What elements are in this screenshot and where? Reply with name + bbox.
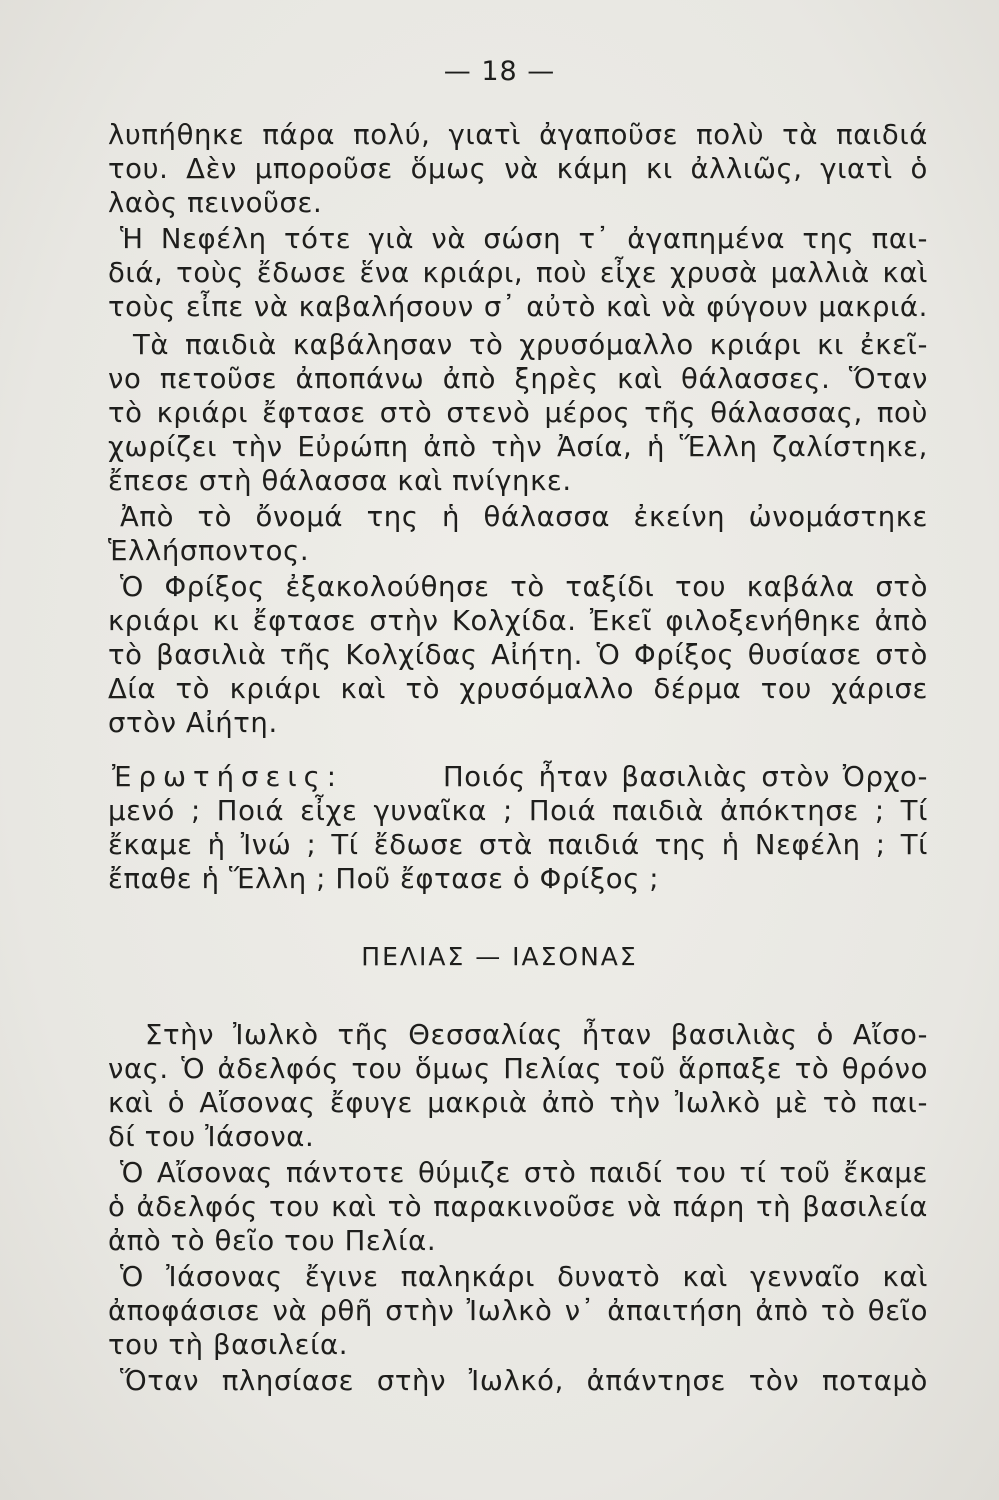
text-line: ἀποφάσισε νὰ ρθῆ στὴν Ἰωλκὸ ν᾽ ἀπαιτήση ἀπὸ τὸ θεῖο bbox=[108, 1295, 928, 1327]
questions-label: Ἐρωτήσεις: bbox=[112, 761, 344, 793]
text-line: λαὸς πεινοῦσε. bbox=[108, 187, 323, 219]
text-line: δί του Ἰάσονα. bbox=[108, 1121, 315, 1153]
question-line: ἔκαμε ἡ Ἰνώ ; Τί ἔδωσε στὰ παιδιά της ἡ Νεφέλη ; Τί bbox=[108, 829, 928, 861]
question-line: μενό ; Ποιά εἶχε γυναῖκα ; Ποιά παιδιὰ ἀπόκτησε ; Τί bbox=[108, 795, 928, 827]
text-line: τὸ βασιλιὰ τῆς Κολχίδας Αἰήτη. Ὁ Φρίξος θυσίασε στὸ bbox=[108, 639, 928, 671]
text-line: τὸ κριάρι ἔφτασε στὸ στενὸ μέρος τῆς θάλασσας, ποὺ bbox=[108, 397, 928, 429]
question-line: Ποιός ἦταν βασιλιὰς στὸν Ὀρχο- bbox=[443, 761, 928, 793]
text-line: Ἀπὸ τὸ ὄνομά της ἡ θάλασσα ἐκείνη ὠνομάστηκε bbox=[120, 501, 928, 533]
text-line: Ἡ Νεφέλη τότε γιὰ νὰ σώση τ᾽ ἀγαπημένα της παι- bbox=[120, 223, 928, 255]
text-line: καὶ ὁ Αἴσονας ἔφυγε μακριὰ ἀπὸ τὴν Ἰωλκὸ μὲ τὸ παι- bbox=[108, 1087, 928, 1119]
text-line: Ὁ Φρίξος ἐξακολούθησε τὸ ταξίδι του καβάλα στὸ bbox=[120, 571, 928, 603]
text-line: τοὺς εἶπε νὰ καβαλήσουν σ᾽ αὐτὸ καὶ νὰ φύγουν μακριά. bbox=[108, 291, 928, 323]
text-line: ἀπὸ τὸ θεῖο του Πελία. bbox=[108, 1225, 437, 1257]
text-line: στὸν Αἰήτη. bbox=[108, 707, 278, 739]
text-line: Στὴν Ἰωλκὸ τῆς Θεσσαλίας ἦταν βασιλιὰς ὁ Αἴσο- bbox=[145, 1019, 928, 1051]
text-line: Δία τὸ κριάρι καὶ τὸ χρυσόμαλλο δέρμα του χάρισε bbox=[108, 673, 928, 705]
text-line: Ὁ Αἴσονας πάντοτε θύμιζε στὸ παιδί του τί τοῦ ἔκαμε bbox=[120, 1157, 928, 1189]
text-line: Τὰ παιδιὰ καβάλησαν τὸ χρυσόμαλλο κριάρι κι ἐκεῖ- bbox=[133, 329, 928, 361]
text-line: χωρίζει τὴν Εὐρώπη ἀπὸ τὴν Ἀσία, ἡ Ἕλλη ζαλίστηκε, bbox=[108, 431, 928, 463]
text-line: του. Δὲν μποροῦσε ὅμως νὰ κάμη κι ἀλλιῶς, γιατὶ ὁ bbox=[108, 153, 928, 185]
text-line: κριάρι κι ἔφτασε στὴν Κολχίδα. Ἐκεῖ φιλοξενήθηκε ἀπὸ bbox=[108, 605, 928, 637]
text-line: διά, τοὺς ἔδωσε ἕνα κριάρι, ποὺ εἶχε χρυσὰ μαλλιὰ καὶ bbox=[108, 257, 928, 289]
text-line: Ὁ Ἰάσονας ἔγινε παληκάρι δυνατὸ καὶ γενναῖο καὶ bbox=[120, 1261, 928, 1293]
text-line: νας. Ὁ ἀδελφός του ὅμως Πελίας τοῦ ἅρπαξε τὸ θρόνο bbox=[108, 1053, 928, 1085]
text-line: Ὅταν πλησίασε στὴν Ἰωλκό, ἀπάντησε τὸν ποταμὸ bbox=[120, 1365, 928, 1397]
text-line: Ἑλλήσποντος. bbox=[108, 535, 310, 567]
text-line: ἔπεσε στὴ θάλασσα καὶ πνίγηκε. bbox=[108, 465, 572, 497]
question-line: ἔπαθε ἡ Ἕλλη ; Ποῦ ἔφτασε ὁ Φρίξος ; bbox=[108, 863, 660, 895]
page-number: — 18 — bbox=[443, 56, 556, 87]
text-line: ὁ ἀδελφός του καὶ τὸ παρακινοῦσε νὰ πάρη τὴ βασιλεία bbox=[108, 1191, 928, 1223]
text-line: νο πετοῦσε ἀποπάνω ἀπὸ ξηρὲς καὶ θάλασσες. Ὅταν bbox=[108, 363, 928, 395]
section-title: ΠΕΛΙΑΣ — ΙΑΣΟΝΑΣ bbox=[361, 942, 638, 971]
text-line: λυπήθηκε πάρα πολύ, γιατὶ ἀγαποῦσε πολὺ τὰ παιδιά bbox=[108, 119, 928, 151]
text-line: του τὴ βασιλεία. bbox=[108, 1329, 349, 1361]
